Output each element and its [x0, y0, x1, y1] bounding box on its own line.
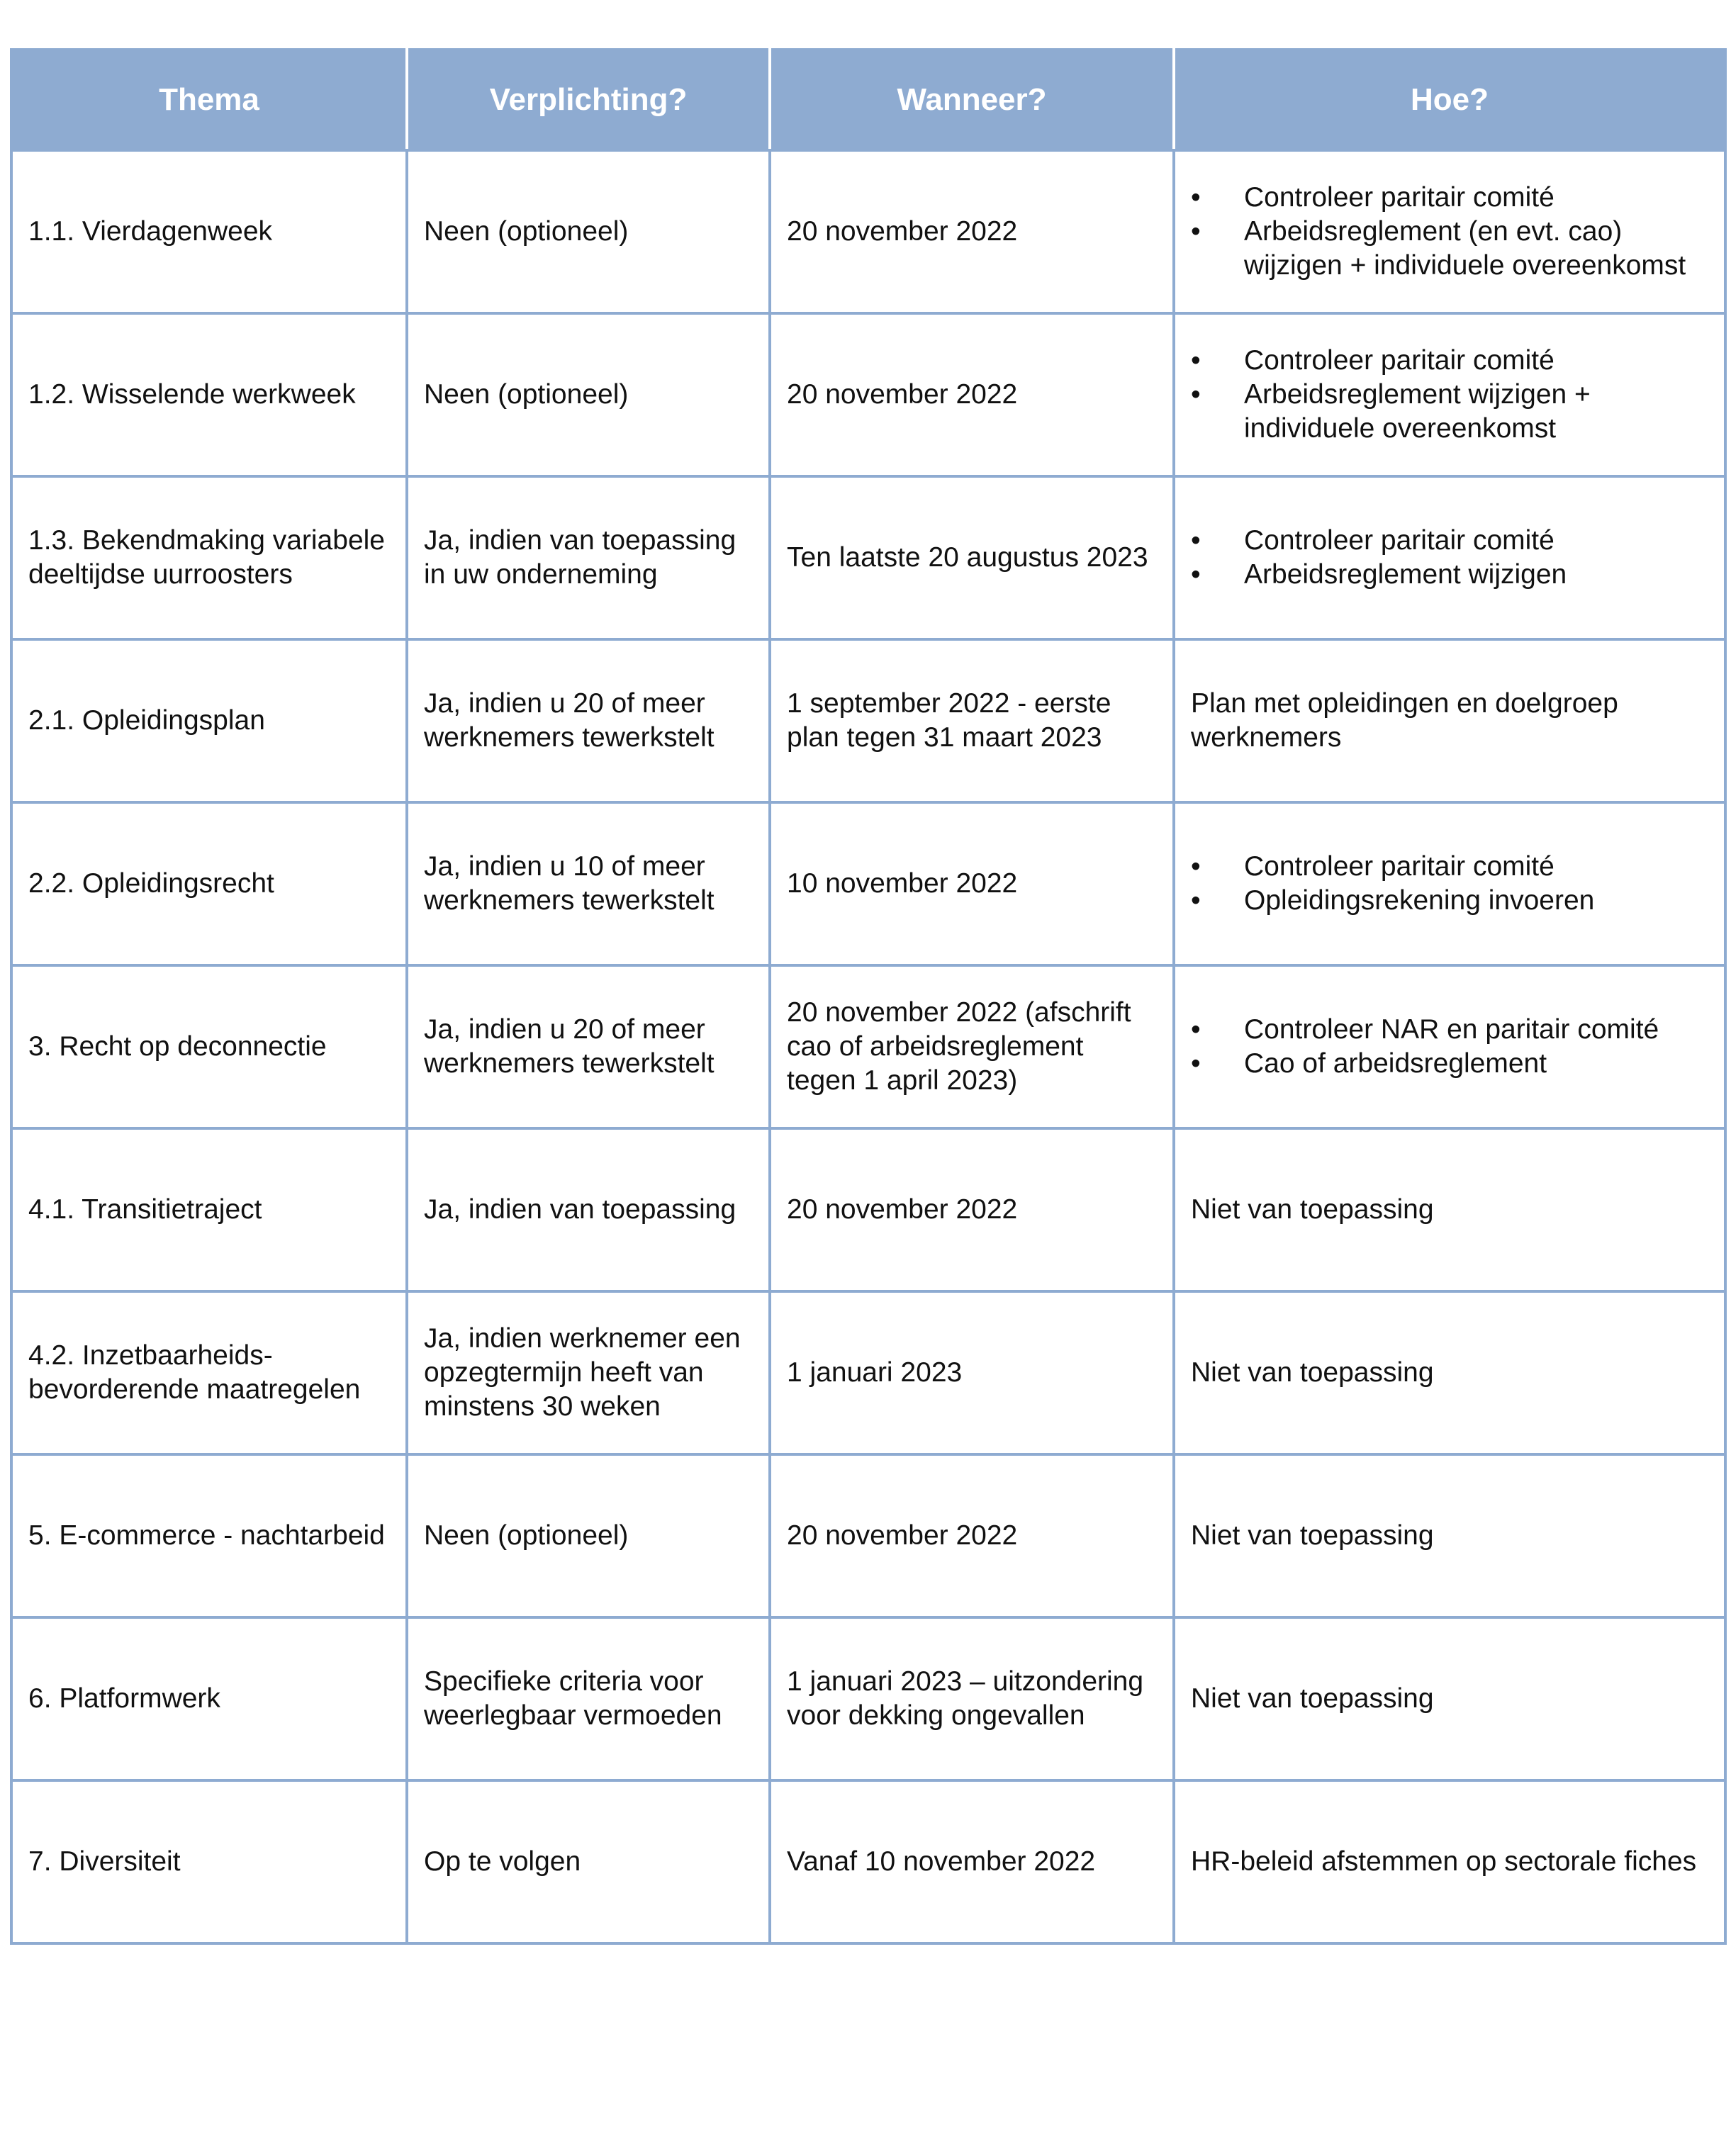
cell-thema: 1.3. Bekendmaking variabele deeltijdse uurroosters: [11, 476, 407, 639]
hoe-bullet-item: • Controleer paritair comité: [1191, 850, 1708, 884]
cell-verplichting: Ja, indien u 10 of meer werknemers tewerkstelt: [407, 802, 770, 965]
cell-wanneer: 20 november 2022: [770, 1128, 1174, 1291]
cell-hoe: [1174, 313, 1725, 476]
cell-hoe: [1174, 1291, 1725, 1454]
table-row: [11, 802, 1725, 965]
cell-thema: 6. Platformwerk: [11, 1617, 407, 1780]
table-row: [11, 965, 1725, 1128]
cell-thema: 1.1. Vierdagenweek: [11, 150, 407, 313]
hoe-text: Niet van toepassing: [1191, 1357, 1434, 1388]
hoe-text: Plan met opleidingen en doelgroep werknemers: [1191, 688, 1618, 753]
hoe-bullet-item: • Arbeidsreglement wijzigen + individuele overeenkomst: [1191, 378, 1708, 446]
cell-verplichting: Neen (optioneel): [407, 1454, 770, 1617]
cell-wanneer: 1 september 2022 - eerste plan tegen 31 maart 2023: [770, 639, 1174, 802]
cell-thema: 4.1. Transitietraject: [11, 1128, 407, 1291]
hoe-bullet-item: • Controleer NAR en paritair comité: [1191, 1013, 1708, 1047]
cell-wanneer: 20 november 2022: [770, 150, 1174, 313]
table-row: [11, 313, 1725, 476]
hoe-bullet-item: • Arbeidsreglement (en evt. cao) wijzigen + individuele overeenkomst: [1191, 215, 1708, 283]
hoe-bullet-item: • Opleidingsrekening invoeren: [1191, 884, 1708, 918]
cell-verplichting: Ja, indien u 20 of meer werknemers tewerkstelt: [407, 965, 770, 1128]
cell-wanneer: 20 november 2022: [770, 1454, 1174, 1617]
cell-thema: 3. Recht op deconnectie: [11, 965, 407, 1128]
cell-verplichting: Op te volgen: [407, 1780, 770, 1943]
cell-wanneer: 1 januari 2023: [770, 1291, 1174, 1454]
header-row: [11, 50, 1725, 150]
table-row: [11, 1128, 1725, 1291]
cell-wanneer: 20 november 2022: [770, 313, 1174, 476]
table-row: [11, 1617, 1725, 1780]
hoe-bullet-list: [1191, 850, 1708, 918]
cell-hoe: [1174, 639, 1725, 802]
hoe-text: Niet van toepassing: [1191, 1194, 1434, 1225]
hoe-bullet-list: [1191, 524, 1708, 592]
hoe-text: HR-beleid afstemmen op sectorale fiches: [1191, 1846, 1697, 1877]
cell-hoe: [1174, 1780, 1725, 1943]
hoe-text: Niet van toepassing: [1191, 1520, 1434, 1551]
cell-wanneer: 1 januari 2023 – uitzondering voor dekking ongevallen: [770, 1617, 1174, 1780]
header-verplichting: Verplichting?: [407, 50, 770, 150]
hoe-bullet-item: • Arbeidsreglement wijzigen: [1191, 558, 1708, 592]
overview-table: [10, 48, 1727, 1945]
hoe-bullet-list: [1191, 344, 1708, 446]
cell-thema: 2.2. Opleidingsrecht: [11, 802, 407, 965]
cell-hoe: [1174, 1128, 1725, 1291]
cell-wanneer: Vanaf 10 november 2022: [770, 1780, 1174, 1943]
cell-thema: 2.1. Opleidingsplan: [11, 639, 407, 802]
cell-verplichting: Ja, indien van toepassing in uw onderneming: [407, 476, 770, 639]
hoe-bullet-item: • Controleer paritair comité: [1191, 344, 1708, 378]
cell-verplichting: Neen (optioneel): [407, 313, 770, 476]
cell-thema: 1.2. Wisselende werkweek: [11, 313, 407, 476]
cell-hoe: [1174, 150, 1725, 313]
cell-wanneer: 20 november 2022 (afschrift cao of arbeidsreglement tegen 1 april 2023): [770, 965, 1174, 1128]
table-row: [11, 150, 1725, 313]
header-wanneer: Wanneer?: [770, 50, 1174, 150]
cell-hoe: [1174, 802, 1725, 965]
hoe-bullet-item: • Controleer paritair comité: [1191, 181, 1708, 215]
header-thema: Thema: [11, 50, 407, 150]
cell-thema: 4.2. Inzetbaarheids-bevorderende maatregelen: [11, 1291, 407, 1454]
cell-thema: 7. Diversiteit: [11, 1780, 407, 1943]
hoe-bullet-list: [1191, 1013, 1708, 1081]
cell-thema: 5. E-commerce - nachtarbeid: [11, 1454, 407, 1617]
cell-verplichting: Neen (optioneel): [407, 150, 770, 313]
header-hoe: Hoe?: [1174, 50, 1725, 150]
hoe-bullet-item: • Controleer paritair comité: [1191, 524, 1708, 558]
table-row: [11, 476, 1725, 639]
table-header: [11, 50, 1725, 150]
table-row: [11, 1780, 1725, 1943]
cell-hoe: [1174, 476, 1725, 639]
cell-hoe: [1174, 1454, 1725, 1617]
table-row: [11, 1291, 1725, 1454]
cell-wanneer: Ten laatste 20 augustus 2023: [770, 476, 1174, 639]
hoe-bullet-list: [1191, 181, 1708, 283]
cell-verplichting: Ja, indien werknemer een opzegtermijn heeft van minstens 30 weken: [407, 1291, 770, 1454]
cell-verplichting: Ja, indien u 20 of meer werknemers tewerkstelt: [407, 639, 770, 802]
table-body: [11, 150, 1725, 1943]
cell-verplichting: Specifieke criteria voor weerlegbaar vermoeden: [407, 1617, 770, 1780]
cell-hoe: [1174, 1617, 1725, 1780]
table-row: [11, 639, 1725, 802]
hoe-text: Niet van toepassing: [1191, 1683, 1434, 1714]
cell-wanneer: 10 november 2022: [770, 802, 1174, 965]
table-row: [11, 1454, 1725, 1617]
cell-verplichting: Ja, indien van toepassing: [407, 1128, 770, 1291]
cell-hoe: [1174, 965, 1725, 1128]
hoe-bullet-item: • Cao of arbeidsreglement: [1191, 1047, 1708, 1081]
